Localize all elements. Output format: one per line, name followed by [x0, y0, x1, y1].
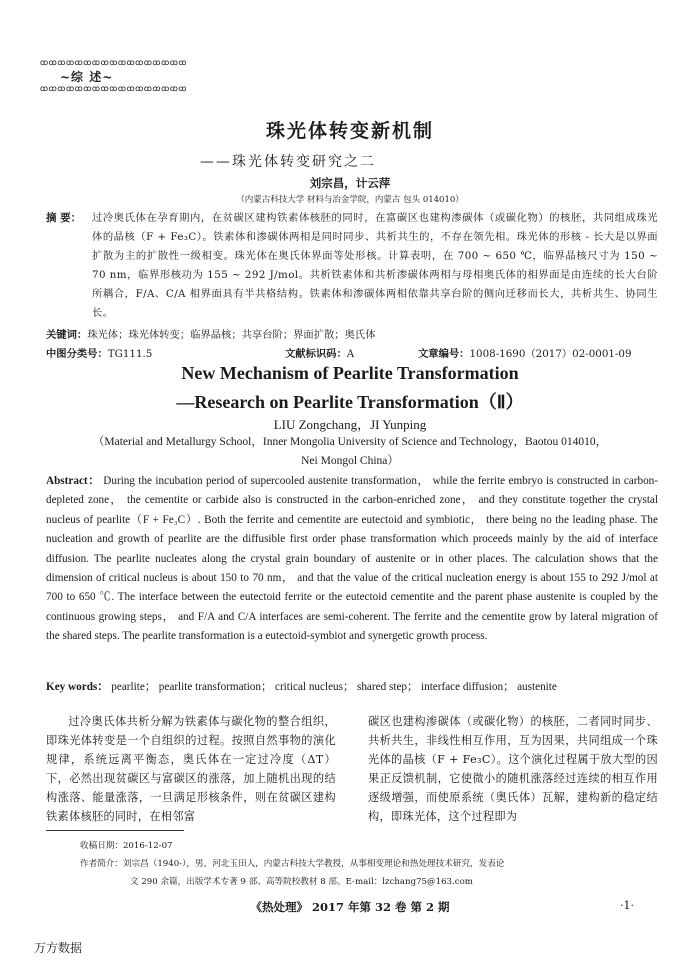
english-abstract-body: During the incubation period of supercooled austenite transformation， while the ferrite embryo is constructed in carbon-depleted zone， the cementite or carbide also is constructed in the carbon-enriched zone， and they constitute together the crystal nucleus of pearlite（F + Fe₃C）. Both the ferrite and cementite are eutectoid and symbiotic， there being no the leading phase. The nucleation and growth of pearlite are the diffusible first order phase transformation which proceeds mainly by the aid of interface diffusion. The pearlite nucleates along the crystal grain boundary of austenite or in other places. The calculation shows that the dimension of critical nucleus is about 150 to 70 nm， and that the value of the critical nucleation energy is about 155 to 292 J/mol at 700 to 650 ℃. The interface between the eutectoid ferrite or the eutectoid cementite and the parent phase austenite is coupled by the continuous growing steps， and F/A and C/A interfaces are semi-coherent. The ferrite and the cementite grow by lateral migration of the shared steps. The pearlite transformation is a eutectoid-symbiot and synergetic growth process.: [46, 475, 658, 643]
ornament-top: ꝏꝏꝏꝏꝏꝏꝏꝏꝏꝏꝏꝏꝏꝏꝏꝏꝏ: [40, 58, 188, 67]
article-number-label: 文章编号：: [418, 348, 470, 360]
body-column-left: 过冷奥氏体共析分解为铁素体与碳化物的整合组织，即珠光体转变是一个自组织的过程。按照自然事物的演化规律，系统远离平衡态，奥氏体在一定过冷度（ΔT）下，必然出现贫碳区与富碳区的涨落，加上随机出现的结构涨落、能量涨落，一旦满足形核条件，则在贫碳区建构铁素体核胚的同时，在相邻富: [46, 715, 336, 823]
english-keywords-text: pearlite； pearlite transformation； critical nucleus； shared step； interface diffusion； austenite: [111, 681, 557, 693]
footnote-author-intro: 作者简介：刘宗昌（1940-），男，河北玉田人，内蒙古科技大学教授，从事相变理论和热处理技术研究，发表论: [80, 859, 505, 869]
article-number-value: 1008-1690（2017）02-0001-09: [469, 348, 632, 360]
english-abstract: [46, 472, 658, 647]
chinese-abstract: [46, 209, 658, 323]
chinese-abstract-label: 摘 要：: [46, 212, 82, 224]
clc-label: 中图分类号：: [46, 348, 108, 360]
watermark: 万方数据: [34, 941, 83, 955]
chinese-keywords-text: 珠光体；珠光体转变；临界晶核；共享台阶；界面扩散；奥氏体: [87, 329, 376, 341]
footnote-divider: [46, 830, 184, 831]
chinese-keywords: [46, 326, 658, 341]
clc-number: [46, 345, 152, 360]
document-code-value: A: [346, 348, 355, 360]
english-affiliation: （Material and Metallurgy School，Inner Mongolia University of Science and Technology，Baotou 014010，Nei Mongol China）: [92, 436, 608, 467]
page-number: ·1·: [620, 899, 634, 912]
clc-value: TG111.5: [107, 348, 153, 360]
english-title: New Mechanism of Pearlite Transformation: [181, 363, 519, 383]
english-abstract-label: Abstract：: [46, 475, 100, 487]
body-column-right: 碳区也建构渗碳体（或碳化物）的核胚，二者同时同步、共析共生，非线性相互作用，互为因果，共同组成一个珠光体的晶核（F + Fe₃C）。这个演化过程属于放大型的因果正反馈机制，它使微小的随机涨落经过连续的相互作用逐级增强，而使原系统（奥氏体）瓦解，建构新的稳定结构，即珠光体，这个过程即为: [368, 715, 658, 823]
english-keywords: [46, 678, 658, 694]
journal-info: 《热处理》 2017 年第 32 卷 第 2 期: [250, 900, 450, 914]
chinese-affiliation: （内蒙古科技大学 材料与冶金学院，内蒙古 包头 014010）: [236, 195, 464, 205]
chinese-authors: 刘宗昌，计云萍: [309, 176, 391, 190]
ornament-bottom: ꝏꝏꝏꝏꝏꝏꝏꝏꝏꝏꝏꝏꝏꝏꝏꝏꝏ: [40, 84, 188, 93]
article-number: [418, 345, 632, 360]
document-code-label: 文献标识码：: [285, 348, 347, 360]
english-keywords-label: Key words：: [46, 681, 109, 693]
footnote-author-intro-cont: 文 290 余篇，出版学术专著 9 部、高等院校教材 8 部。E-mail：lzchang75@163.com: [130, 877, 473, 887]
chinese-abstract-body: 过冷奥氏体在孕育期内，在贫碳区建构铁素体核胚的同时，在富碳区也建构渗碳体（或碳化物）的核胚，共同组成珠光体的晶核（F + Fe₃C）。铁素体和渗碳体两相是同时同步、共析共生的，不存在领先相。珠光体的形核 - 长大是以界面扩散为主的扩散性一级相变。珠光体在奥氏体界面等处形核。计算表明，在 700 ~ 650 ℃，临界晶核尺寸为 150 ~ 70 nm，临界形核功为 155 ~ 292 J/mol。共析铁素体和共析渗碳体两相与母相奥氏体的相界面是由连续的长大台阶所耦合，F/A、C/A 相界面具有半共格结构。铁素体和渗碳体两相依靠共享台阶的侧向迁移而长大，共析共生、协同生长。: [92, 212, 658, 319]
chinese-subtitle: ——珠光体转变研究之二: [200, 154, 376, 170]
section-label: ~综 述~: [60, 70, 114, 84]
chinese-title: 珠光体转变新机制: [265, 120, 434, 142]
english-authors: LIU Zongchang，JI Yunping: [273, 417, 427, 432]
document-code: [285, 345, 354, 360]
chinese-keywords-label: 关键词：: [46, 329, 88, 341]
footnote-received: 收稿日期：2016-12-07: [80, 841, 173, 851]
english-subtitle: —Research on Pearlite Transformation（Ⅱ）: [176, 392, 524, 412]
